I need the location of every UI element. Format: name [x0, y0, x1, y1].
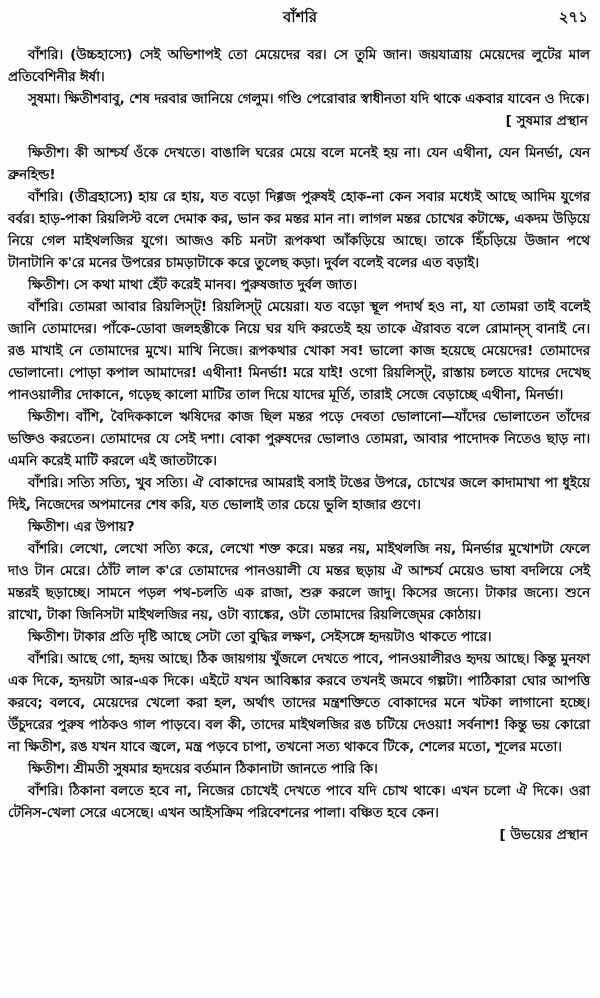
dialogue-kshitish-1: ক্ষিতীশ। কী আশ্চর্য ওঁকে দেখতে। বাঙালি ঘরের মেয়ে বলে মনেই হয় না। যেন এথীনা, যেন মিনর্ভা, যেন ব্রুনহিল্ড!	[8, 145, 590, 183]
dialogue-kshitish-6: ক্ষিতীশ। শ্রীমতী সুষমার হৃদয়ের বর্তমান ঠিকানাটা জানতে পারি কি।	[28, 761, 378, 777]
play-text	[8, 44, 590, 846]
dialogue-kshitish-4: ক্ষিতীশ। এর উপায়?	[28, 519, 135, 535]
dialogue-bansari-5: বাঁশরি। লেখো, লেখো সত্যি করে, লেখো শক্ত করে। মন্তর নয়, মাইথলজি নয়, মিনর্ভার মুখোশটা ফেলে দাও টান মেরে। ঠোঁট লাল ক'রে তোমাদের পানওয়ালী যে মন্তর ছড়ায় ঐ আশ্চর্য মেয়েও ভাষা বদলিয়ে সেই মন্তরই ছড়াচ্ছে। সামনে পড়ল পথ-চলতি এক রাজা, শুরু করলে জাদু। কিসের জন্যে। টাকার জন্যে। শুনে রাখো, টাকা জিনিসটা মাইথলজির নয়, ওটা ব্যাঙ্কের, ওটা তোমাদের রিয়লিজ্মের কোঠায়।	[8, 541, 590, 623]
stage-direction-exit-sushama: [ সুষমার প্রস্থান	[505, 113, 588, 129]
scene-gap	[8, 132, 590, 142]
dialogue-bansari-7: বাঁশরি। ঠিকানা বলতে হবে না, নিজের চোখেই দেখতে পাবে যদি চোখ থাকে। এখন চলো ঐ দিকে। ওরা টেনিস-খেলা সেরে এসেছে। এখন আইসক্রিম পরিবেশনের পালা। বঞ্চিত হবে কেন।	[8, 783, 590, 821]
dialogue-bansari-4: বাঁশরি। সত্যি সত্যি, খুব সত্যি। ঐ বোকাদের আমরাই বসাই টঙের উপরে, চোখের জলে কাদামাখা পা ধুইয়ে দিই, নিজেদের অপমানের শেষ করি, যত ভোলাই তার চেয়ে ভুলি হাজার গুণে।	[8, 475, 590, 513]
dialogue-kshitish-3: ক্ষিতীশ। বাঁশি, বৈদিককালে ঋষিদের কাজ ছিল মন্তর পড়ে দেবতা ভোলানো—যাঁদের ভোলাতেন তাঁদের ভক্তিও করতেন। তোমাদের যে সেই দশা। বোকা পুরুষদের ভোলাও তোমরা, আবার পাদোদক নিতেও ছাড় না। এমনি করেই মাটি করলে এই জাতটাকে।	[8, 409, 590, 469]
dialogue-kshitish-5: ক্ষিতীশ। টাকার প্রতি দৃষ্টি আছে সেটা তো বুদ্ধির লক্ষণ, সেইসঙ্গে হৃদয়টাও থাকতে পারে।	[28, 629, 492, 645]
dialogue-bansari-6: বাঁশরি। আছে গো, হৃদয় আছে। ঠিক জায়গায় খুঁজলে দেখতে পাবে, পানওয়ালীরও হৃদয় আছে। কিন্তু মুনফা এক দিকে, হৃদয়টা আর-এক দিকে। এইটে যখন আবিষ্কার করবে তখনই জমবে গল্পটা। পাঠিকারা ঘোর আপত্তি করবে; বলবে, মেয়েদের খেলো করা হল, অর্থাৎ তাদের মন্ত্রশক্তিতে বোকাদের মনে খটকা লাগানো হচ্ছে। উঁচুদরের পুরুষ পাঠকও গাল পাড়বে। বল কী, তাদের মাইথলজির রঙ চটিয়ে দেওয়া! সর্বনাশ! কিন্তু ভয় কোরো না ক্ষিতীশ, রঙ যখন যাবে জ্বলে, মন্ত্র পড়বে চাপা, তখনো সত্য থাকবে টিকে, শেলের মতো, শূলের মতো।	[8, 651, 590, 755]
dialogue-bansari-1: বাঁশরি। (উচ্চহাস্যে) সেই অভিশাপই তো মেয়েদের বর। সে তুমি জান। জয়যাত্রায় মেয়েদের লুটের মাল প্রতিবেশিনীর ঈর্ষা।	[8, 47, 590, 85]
dialogue-bansari-3: বাঁশরি। তোমরা আবার রিয়লিস্ট্! রিয়লিস্ট্ মেয়েরা। যত বড়ো স্থূল পদার্থ হও না, যা তোমরা তাই বলেই জানি তোমাদের। পাঁকে-ডোবা জলহস্তীকে নিয়ে ঘর যদি করতেই হয় তাকে ঐরাবত বলে রোমান্স্ বানাই নে। রঙ মাখাই নে তোমাদের মুখে। মাখি নিজে। রূপকথার খোকা সব! ভালো কাজ হয়েছে মেয়েদের! তোমাদের ভোলানো। পোড়া কপাল আমাদের! এথীনা! মিনর্ভা! মরে যাই! ওগো রিয়লিস্ট্, রাস্তায় চলতে যাদের দেখেছ পানওয়ালীর দোকানে, গড়েছ কালো মাটির তাল দিয়ে যাদের মূর্তি, তারাই সেজে বেড়াচ্ছে এথীনা, মিনর্ভা।	[8, 299, 590, 403]
dialogue-kshitish-2: ক্ষিতীশ। সে কথা মাথা হেঁট করেই মানব। পুরুষজাত দুর্বল জাত।	[28, 277, 357, 293]
stage-direction-exit-both: [ উভয়ের প্রস্থান	[499, 827, 588, 843]
running-header	[0, 6, 600, 28]
page-number: ২৭১	[558, 8, 588, 26]
dialogue-sushama-1: সুষমা। ক্ষিতীশবাবু, শেষ দরবার জানিয়ে গেলুম। গণ্ডি পেরোবার স্বাধীনতা যদি থাকে একবার যাবেন ও দিকে।	[28, 91, 590, 107]
running-title: বাঁশরি	[282, 8, 318, 26]
dialogue-bansari-2: বাঁশরি। (তীব্রহাস্যে) হায় রে হায়, যত বড়ো দিগ্গজ পুরুষই হোক-না কেন সবার মধ্যেই আছে আদিম যুগের বর্বর। হাড়-পাকা রিয়লিস্ট বলে দেমাক কর, ভান কর মন্তর মান না। লাগল মন্তর চোখের কটাক্ষে, একদম উড়িয়ে নিয়ে গেল মাইথলজির যুগে। আজও কচি মনটা রূপকথা আঁকড়িয়ে আছে। তাকে হিঁচড়িয়ে উজান পথে টানাটানি ক'রে মনের উপরের চামড়াটাকে করে তুলেছ কড়া। দুর্বল বলেই বলের এত বড়াই।	[8, 189, 590, 271]
